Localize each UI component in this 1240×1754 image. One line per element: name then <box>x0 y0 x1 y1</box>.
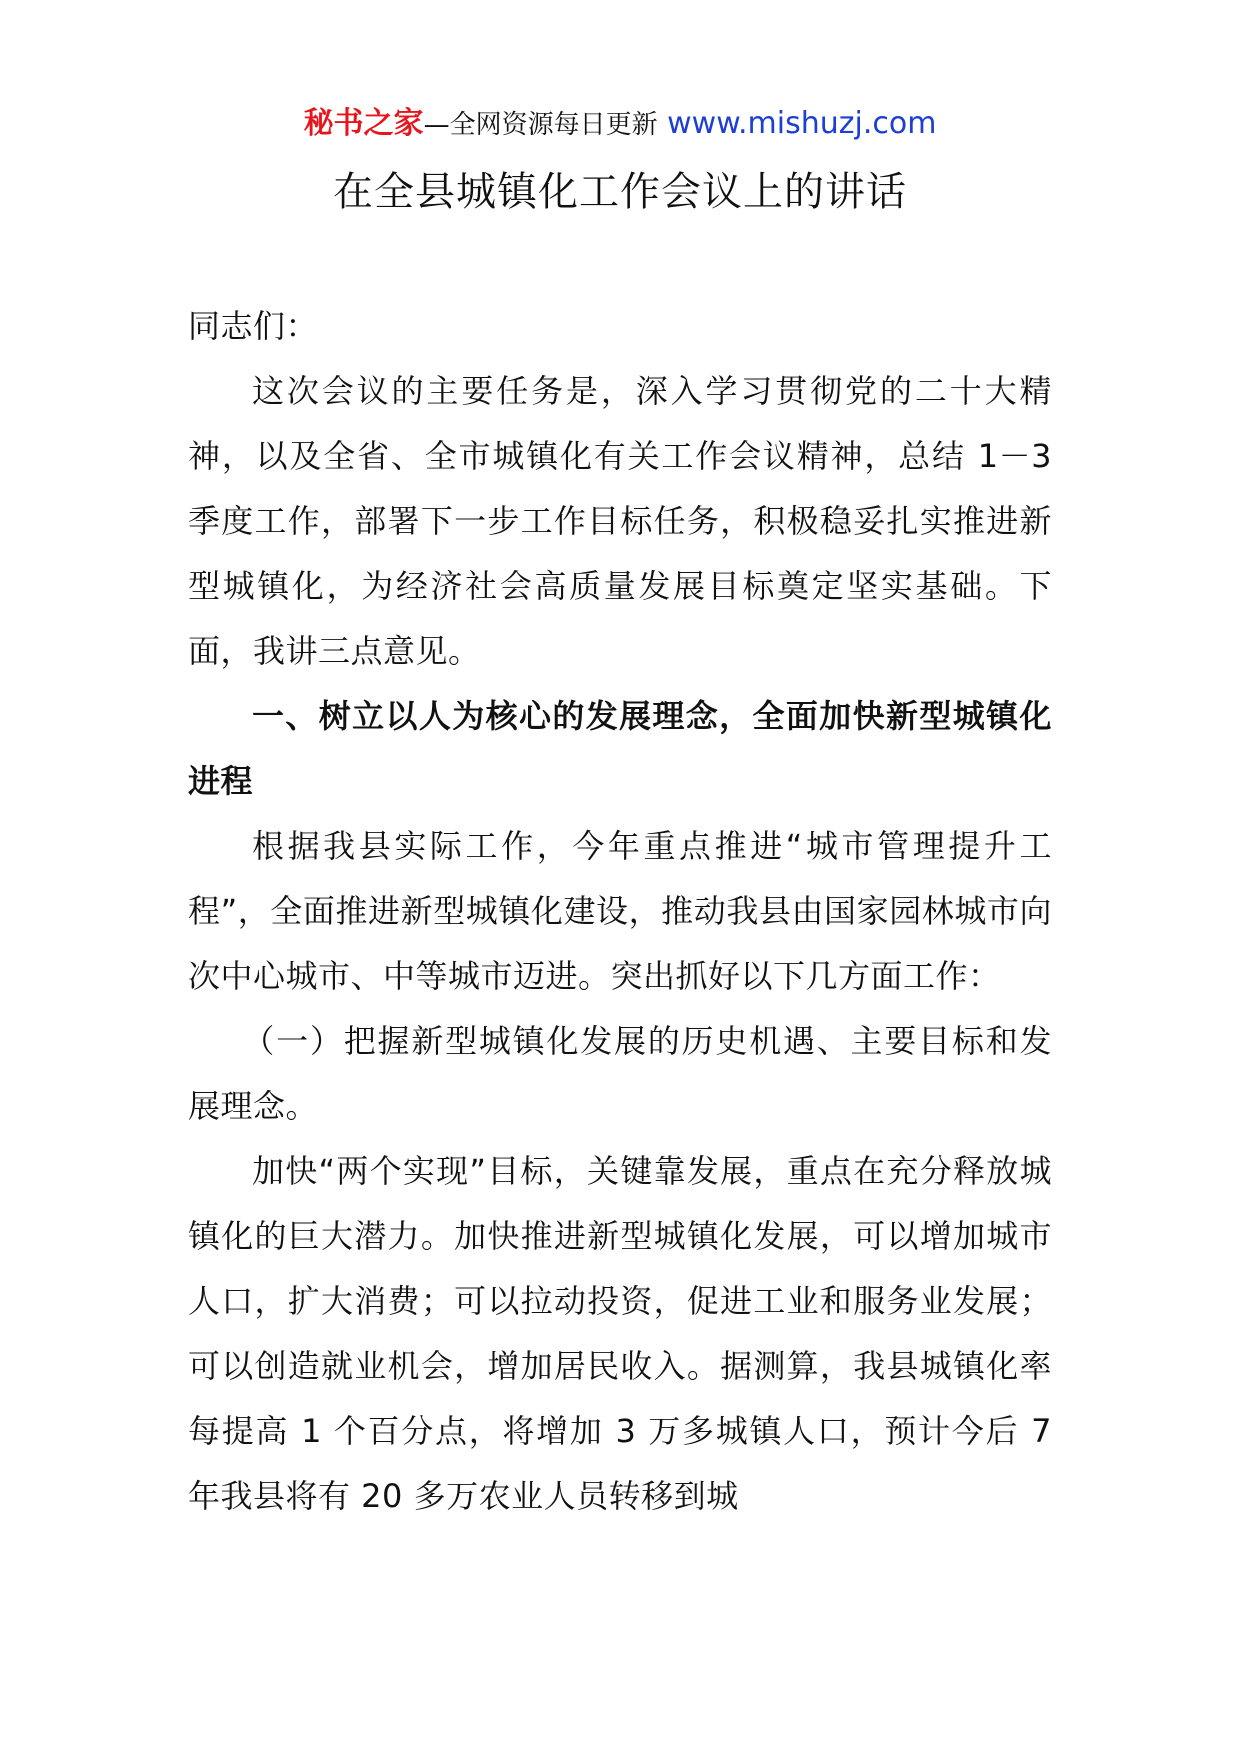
paragraph-subsection-1: 加快“两个实现”目标，关键靠发展，重点在充分释放城镇化的巨大潜力。加快推进新型城镇化发展，可以增加城市人口，扩大消费；可以拉动投资，促进工业和服务业发展；可以创造就业机会，增加居民收入。据测算，我县城镇化率每提高 1 个百分点，将增加 3 万多城镇人口，预计今后 7 年我县将有 20 多万农业人员转移到城 <box>188 1152 1052 1515</box>
site-slogan: —全网资源每日更新 <box>423 110 658 140</box>
paragraph-intro: 这次会议的主要任务是，深入学习贯彻党的二十大精神，以及全省、全市城镇化有关工作会议精神，总结 1－3 季度工作，部署下一步工作目标任务，积极稳妥扎实推进新型城镇化，为经济社会高质量发展目标奠定坚实基础。下面，我讲三点意见。 <box>188 372 1052 670</box>
document-title: 在全县城镇化工作会议上的讲话 <box>333 169 907 215</box>
site-header <box>0 100 1240 149</box>
brand-name: 秘书之家 <box>303 106 424 141</box>
salutation: 同志们： <box>188 307 319 345</box>
section-heading-1: 一、树立以人为核心的发展理念，全面加快新型城镇化进程 <box>188 697 1052 800</box>
paragraph-section-1: 根据我县实际工作，今年重点推进“城市管理提升工程”，全面推进新型城镇化建设，推动我县由国家园林城市向次中心城市、中等城市迈进。突出抓好以下几方面工作： <box>188 827 1052 995</box>
subsection-heading-1: （一）把握新型城镇化发展的历史机遇、主要目标和发展理念。 <box>188 1022 1052 1125</box>
site-url-link[interactable]: www.mishuzj.com <box>667 106 937 141</box>
document-body <box>188 294 1052 1529</box>
